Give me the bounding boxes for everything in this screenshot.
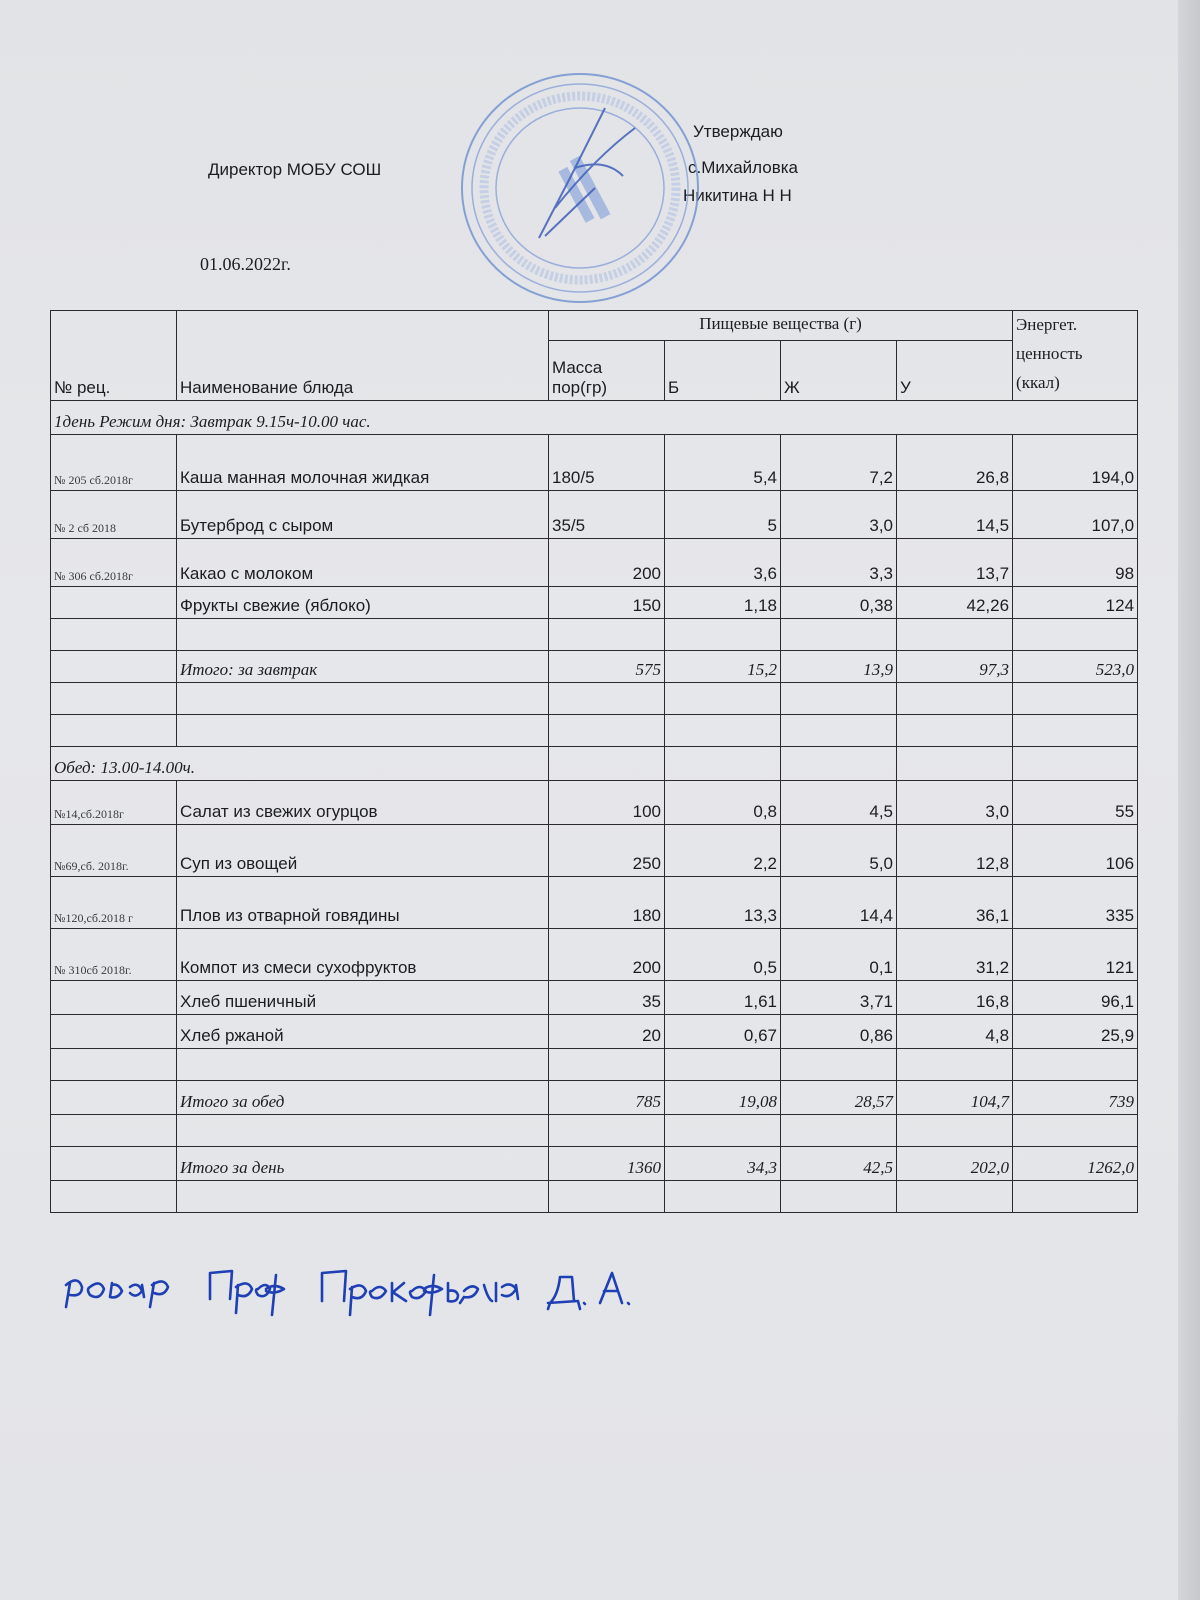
breakfast-total-row [51,650,1138,682]
dish-name: Какао с молоком [177,538,549,586]
total-label: Итого: за завтрак [177,650,549,682]
fat-cell: 3,71 [781,980,897,1014]
total-carb: 202,0 [897,1146,1013,1180]
header-energy [1013,311,1138,401]
header-u: У [897,340,1013,400]
empty-row [51,682,1138,714]
kcal-cell: 335 [1013,876,1138,928]
header-b: Б [665,340,781,400]
kcal-cell: 55 [1013,780,1138,824]
protein-cell: 2,2 [665,824,781,876]
fat-cell: 0,1 [781,928,897,980]
protein-cell: 3,6 [665,538,781,586]
fat-cell: 0,38 [781,586,897,618]
carb-cell: 13,7 [897,538,1013,586]
carb-cell: 16,8 [897,980,1013,1014]
kcal-cell: 124 [1013,586,1138,618]
fat-cell: 3,3 [781,538,897,586]
kcal-cell: 194,0 [1013,434,1138,490]
empty-row [51,714,1138,746]
carb-cell: 14,5 [897,490,1013,538]
dish-name: Суп из овощей [177,824,549,876]
total-label: Итого за день [177,1146,549,1180]
total-protein: 19,08 [665,1080,781,1114]
header-dish: Наименование блюда [177,311,549,401]
total-mass: 1360 [549,1146,665,1180]
table-row [51,876,1138,928]
total-mass: 575 [549,650,665,682]
recipe-code: № 205 сб.2018г [51,434,177,490]
dish-name: Хлеб ржаной [177,1014,549,1048]
header-energy-line1: Энергет. [1016,315,1078,334]
recipe-code: № 310сб 2018г. [51,928,177,980]
total-kcal: 739 [1013,1080,1138,1114]
carb-cell: 31,2 [897,928,1013,980]
kcal-cell: 106 [1013,824,1138,876]
approve-village: с.Михайловка [688,158,799,177]
protein-cell: 0,5 [665,928,781,980]
fat-cell: 0,86 [781,1014,897,1048]
breakfast-section-title: 1день Режим дня: Завтрак 9.15ч-10.00 час. [51,400,1138,434]
mass-cell: 200 [549,928,665,980]
school-stamp [455,68,705,308]
recipe-code: №69,сб. 2018г. [51,824,177,876]
day-total-row [51,1146,1138,1180]
carb-cell: 36,1 [897,876,1013,928]
header-mass-line1: Масса [552,357,603,377]
carb-cell: 12,8 [897,824,1013,876]
dish-name: Фрукты свежие (яблоко) [177,586,549,618]
mass-cell: 35/5 [549,490,665,538]
protein-cell: 5,4 [665,434,781,490]
total-protein: 15,2 [665,650,781,682]
kcal-cell: 96,1 [1013,980,1138,1014]
recipe-code [51,980,177,1014]
carb-cell: 26,8 [897,434,1013,490]
table-row [51,980,1138,1014]
mass-cell: 100 [549,780,665,824]
document-date: 01.06.2022г. [200,254,291,274]
empty-row [51,1048,1138,1080]
fat-cell: 4,5 [781,780,897,824]
recipe-code: № 2 сб 2018 [51,490,177,538]
total-carb: 104,7 [897,1080,1013,1114]
kcal-cell: 107,0 [1013,490,1138,538]
header-energy-line2: ценность [1016,343,1083,363]
fat-cell: 5,0 [781,824,897,876]
fat-cell: 7,2 [781,434,897,490]
dish-name: Хлеб пшеничный [177,980,549,1014]
mass-cell: 20 [549,1014,665,1048]
recipe-code: №120,сб.2018 г [51,876,177,928]
empty-row [51,1180,1138,1212]
table-row [51,538,1138,586]
recipe-code: № 306 сб.2018г [51,538,177,586]
table-row [51,586,1138,618]
total-mass: 785 [549,1080,665,1114]
total-label: Итого за обед [177,1080,549,1114]
carb-cell: 3,0 [897,780,1013,824]
cook-signature [60,1255,640,1345]
mass-cell: 180/5 [549,434,665,490]
dish-name: Плов из отварной говядины [177,876,549,928]
mass-cell: 180 [549,876,665,928]
kcal-cell: 25,9 [1013,1014,1138,1048]
page-edge [1178,0,1200,1600]
recipe-code: №14,сб.2018г [51,780,177,824]
protein-cell: 13,3 [665,876,781,928]
header-mass-line2: пор(гр) [552,377,608,397]
fat-cell: 3,0 [781,490,897,538]
fat-cell: 14,4 [781,876,897,928]
total-fat: 28,57 [781,1080,897,1114]
total-fat: 13,9 [781,650,897,682]
table-row [51,434,1138,490]
empty-row [51,1114,1138,1146]
header-zh: Ж [781,340,897,400]
approve-name: Никитина Н Н [683,186,792,205]
lunch-total-row [51,1080,1138,1114]
mass-cell: 200 [549,538,665,586]
header-energy-line3: (ккал) [1016,372,1060,392]
recipe-code [51,586,177,618]
table-row [51,490,1138,538]
menu-table [50,310,1138,1213]
total-fat: 42,5 [781,1146,897,1180]
total-kcal: 523,0 [1013,650,1138,682]
kcal-cell: 121 [1013,928,1138,980]
protein-cell: 1,61 [665,980,781,1014]
protein-cell: 5 [665,490,781,538]
header-mass [549,340,665,400]
protein-cell: 0,67 [665,1014,781,1048]
table-row [51,824,1138,876]
total-kcal: 1262,0 [1013,1146,1138,1180]
kcal-cell: 98 [1013,538,1138,586]
total-protein: 34,3 [665,1146,781,1180]
dish-name: Бутерброд с сыром [177,490,549,538]
carb-cell: 4,8 [897,1014,1013,1048]
table-row [51,928,1138,980]
dish-name: Компот из смеси сухофруктов [177,928,549,980]
carb-cell: 42,26 [897,586,1013,618]
mass-cell: 150 [549,586,665,618]
empty-row [51,618,1138,650]
recipe-code [51,1014,177,1048]
dish-name: Каша манная молочная жидкая [177,434,549,490]
dish-name: Салат из свежих огурцов [177,780,549,824]
director-title: Директор МОБУ СОШ [208,160,382,179]
protein-cell: 0,8 [665,780,781,824]
total-carb: 97,3 [897,650,1013,682]
protein-cell: 1,18 [665,586,781,618]
mass-cell: 35 [549,980,665,1014]
lunch-section-title: Обед: 13.00-14.00ч. [51,746,549,780]
approve-label: Утверждаю [693,122,783,141]
table-row [51,780,1138,824]
header-nutrients: Пищевые вещества (г) [549,311,1013,341]
table-row [51,1014,1138,1048]
mass-cell: 250 [549,824,665,876]
header-rec-no: № рец. [51,311,177,401]
